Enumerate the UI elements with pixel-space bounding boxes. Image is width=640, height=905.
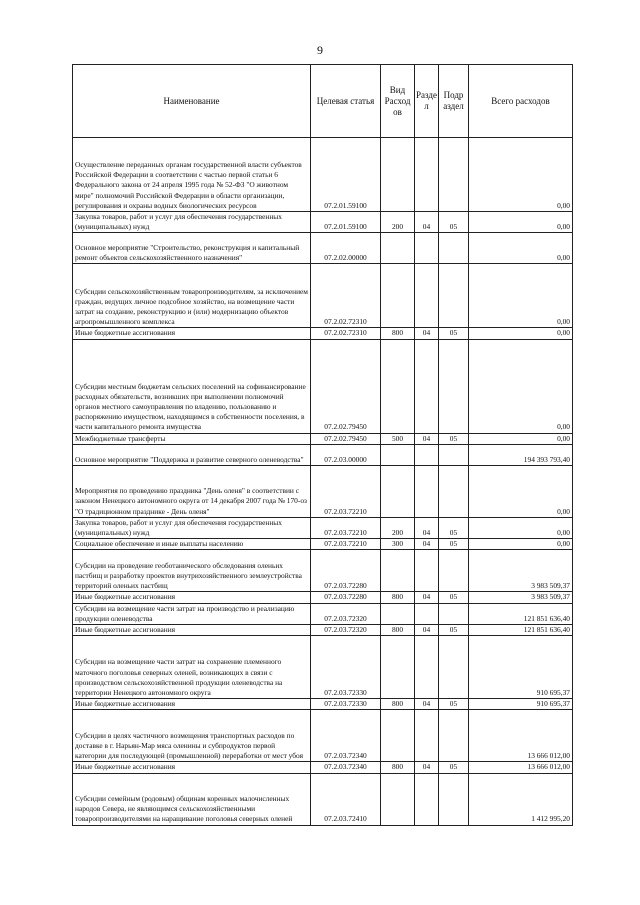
header-total-expenses: Всего расходов bbox=[469, 65, 573, 138]
header-subsection: Подр аздел bbox=[439, 65, 469, 138]
row-expense-type: 500 bbox=[381, 433, 415, 444]
row-target-article: 07.2.02.79450 bbox=[311, 339, 381, 433]
row-target-article: 07.2.02.00000 bbox=[311, 233, 381, 264]
row-name: Межбюджетные трансферты bbox=[73, 433, 311, 444]
row-subsection bbox=[439, 710, 469, 762]
header-expense-type: Вид Расход ов bbox=[381, 65, 415, 138]
row-name: Социальное обеспечение и иные выплаты населению bbox=[73, 539, 311, 550]
row-expense-type: 800 bbox=[381, 625, 415, 636]
row-name: Иные бюджетные ассигнования bbox=[73, 328, 311, 339]
row-subsection bbox=[439, 773, 469, 825]
header-name: Наименование bbox=[73, 65, 311, 138]
row-expense-type bbox=[381, 773, 415, 825]
row-total: 0,00 bbox=[469, 212, 573, 233]
row-expense-type: 800 bbox=[381, 699, 415, 710]
row-target-article: 07.2.03.72330 bbox=[311, 699, 381, 710]
table-row bbox=[73, 625, 573, 636]
row-name: Закупка товаров, работ и услуг для обеспечения государственных (муниципальных) нужд bbox=[73, 517, 311, 538]
row-expense-type: 300 bbox=[381, 539, 415, 550]
row-subsection: 05 bbox=[439, 212, 469, 233]
row-expense-type bbox=[381, 710, 415, 762]
row-subsection bbox=[439, 264, 469, 328]
row-target-article: 07.2.03.72340 bbox=[311, 762, 381, 773]
table-row bbox=[73, 264, 573, 328]
row-name: Мероприятия по проведению праздника "День оленя" в соответствии с законом Ненецкого автономного округа от 14 декабря 2007 года № 170-оз "О традиционном празднике - День оленя" bbox=[73, 465, 311, 517]
row-section bbox=[415, 550, 439, 592]
row-name: Закупка товаров, работ и услуг для обеспечения государственных (муниципальных) нужд bbox=[73, 212, 311, 233]
row-subsection: 05 bbox=[439, 328, 469, 339]
row-subsection bbox=[439, 233, 469, 264]
row-target-article: 07.2.03.72330 bbox=[311, 636, 381, 699]
row-expense-type bbox=[381, 636, 415, 699]
row-total: 3 983 509,37 bbox=[469, 592, 573, 603]
row-subsection: 05 bbox=[439, 433, 469, 444]
table-row bbox=[73, 212, 573, 233]
row-target-article: 07.2.03.72210 bbox=[311, 539, 381, 550]
row-total: 121 851 636,40 bbox=[469, 625, 573, 636]
row-total: 1 412 995,20 bbox=[469, 773, 573, 825]
row-name: Субсидии сельскохозяйственным товаропроизводителям, за исключением граждан, ведущих личное подсобное хозяйство, на возмещение части затрат на создание, реконструкцию и (или) модернизацию объектов агропромышленного комплекса bbox=[73, 264, 311, 328]
budget-table bbox=[72, 64, 573, 826]
row-total: 0,00 bbox=[469, 339, 573, 433]
row-expense-type bbox=[381, 603, 415, 624]
table-row bbox=[73, 592, 573, 603]
table-row bbox=[73, 465, 573, 517]
row-section: 04 bbox=[415, 539, 439, 550]
row-section: 04 bbox=[415, 592, 439, 603]
row-name: Субсидии семейным (родовым) общинам коренных малочисленных народов Севера, не являющимся сельскохозяйственными товаропроизводителями на наращивание поголовья северных оленей bbox=[73, 773, 311, 825]
row-total: 910 695,37 bbox=[469, 636, 573, 699]
row-total: 13 666 012,00 bbox=[469, 762, 573, 773]
row-name: Субсидии на возмещение части затрат на производство и реализацию продукции оленеводства bbox=[73, 603, 311, 624]
row-subsection bbox=[439, 636, 469, 699]
row-total: 910 695,37 bbox=[469, 699, 573, 710]
row-expense-type bbox=[381, 264, 415, 328]
row-expense-type bbox=[381, 233, 415, 264]
row-expense-type bbox=[381, 339, 415, 433]
row-target-article: 07.2.01.59100 bbox=[311, 138, 381, 212]
table-row bbox=[73, 762, 573, 773]
table-header-row bbox=[73, 65, 573, 138]
row-name: Осуществление переданных органам государственной власти субъектов Российской Федерации в соответствии с частью первой статьи 6 Федерального закона от 24 апреля 1995 года № 52-ФЗ "О животном мире" полномочий Российской Федерации в области организации, регулирования и охраны водных биологических ресурсов bbox=[73, 138, 311, 212]
row-total: 0,00 bbox=[469, 138, 573, 212]
table-row bbox=[73, 699, 573, 710]
row-name: Иные бюджетные ассигнования bbox=[73, 592, 311, 603]
page-number: 9 bbox=[317, 43, 323, 57]
table-row bbox=[73, 233, 573, 264]
row-target-article: 07.2.02.79450 bbox=[311, 433, 381, 444]
row-total: 0,00 bbox=[469, 539, 573, 550]
header-target-article: Целевая статья bbox=[311, 65, 381, 138]
row-section: 04 bbox=[415, 433, 439, 444]
row-target-article: 07.2.03.72320 bbox=[311, 603, 381, 624]
row-target-article: 07.2.02.72310 bbox=[311, 264, 381, 328]
row-total: 0,00 bbox=[469, 517, 573, 538]
row-section bbox=[415, 264, 439, 328]
row-section bbox=[415, 444, 439, 465]
row-subsection: 05 bbox=[439, 762, 469, 773]
row-section: 04 bbox=[415, 762, 439, 773]
row-subsection: 05 bbox=[439, 592, 469, 603]
row-section bbox=[415, 233, 439, 264]
row-subsection bbox=[439, 138, 469, 212]
row-subsection: 05 bbox=[439, 625, 469, 636]
row-total: 0,00 bbox=[469, 328, 573, 339]
row-target-article: 07.2.02.72310 bbox=[311, 328, 381, 339]
row-name: Основное мероприятие "Поддержка и развитие северного оленеводства" bbox=[73, 444, 311, 465]
table-row bbox=[73, 550, 573, 592]
row-name: Субсидии в целях частичного возмещения транспортных расходов по доставке в г. Нарьян-Мар мяса оленины и субпродуктов первой категории для последующей (промышленной) переработки от мест убоя bbox=[73, 710, 311, 762]
row-expense-type: 200 bbox=[381, 212, 415, 233]
row-total: 0,00 bbox=[469, 233, 573, 264]
row-subsection: 05 bbox=[439, 517, 469, 538]
row-subsection: 05 bbox=[439, 539, 469, 550]
row-target-article: 07.2.03.72210 bbox=[311, 517, 381, 538]
row-expense-type: 800 bbox=[381, 762, 415, 773]
row-expense-type bbox=[381, 550, 415, 592]
row-name: Основное мероприятие "Строительство, реконструкция и капитальный ремонт объектов сельскохозяйственного назначения" bbox=[73, 233, 311, 264]
row-total: 121 851 636,40 bbox=[469, 603, 573, 624]
row-section: 04 bbox=[415, 625, 439, 636]
row-expense-type: 800 bbox=[381, 328, 415, 339]
row-section: 04 bbox=[415, 328, 439, 339]
row-target-article: 07.2.03.72280 bbox=[311, 592, 381, 603]
row-section: 04 bbox=[415, 212, 439, 233]
row-total: 0,00 bbox=[469, 264, 573, 328]
row-subsection bbox=[439, 603, 469, 624]
row-expense-type: 800 bbox=[381, 592, 415, 603]
row-section: 04 bbox=[415, 517, 439, 538]
row-total: 3 983 509,37 bbox=[469, 550, 573, 592]
row-total: 0,00 bbox=[469, 465, 573, 517]
row-expense-type: 200 bbox=[381, 517, 415, 538]
row-target-article: 07.2.03.72410 bbox=[311, 773, 381, 825]
row-section bbox=[415, 465, 439, 517]
row-name: Иные бюджетные ассигнования bbox=[73, 625, 311, 636]
row-section bbox=[415, 138, 439, 212]
table-row bbox=[73, 539, 573, 550]
table-body bbox=[73, 138, 573, 826]
row-section bbox=[415, 636, 439, 699]
table-row bbox=[73, 636, 573, 699]
table-row bbox=[73, 339, 573, 433]
row-target-article: 07.2.01.59100 bbox=[311, 212, 381, 233]
table-row bbox=[73, 773, 573, 825]
row-target-article: 07.2.03.00000 bbox=[311, 444, 381, 465]
row-target-article: 07.2.03.72320 bbox=[311, 625, 381, 636]
row-section bbox=[415, 773, 439, 825]
row-name: Иные бюджетные ассигнования bbox=[73, 699, 311, 710]
row-subsection bbox=[439, 444, 469, 465]
row-name: Субсидии на проведение геоботанического обследования оленьих пастбищ и разработку проектов внутрихозяйственного землеустройства территорий оленьих пастбищ bbox=[73, 550, 311, 592]
table-row bbox=[73, 328, 573, 339]
row-name: Субсидии на возмещение части затрат на сохранение племенного маточного поголовья северных оленей, возникающих в связи с производством сельскохозяйственной продукции оленеводства на территории Ненецкого автономного округа bbox=[73, 636, 311, 699]
row-expense-type bbox=[381, 444, 415, 465]
table-row bbox=[73, 433, 573, 444]
row-subsection bbox=[439, 550, 469, 592]
row-total: 0,00 bbox=[469, 433, 573, 444]
row-subsection: 05 bbox=[439, 699, 469, 710]
row-section bbox=[415, 710, 439, 762]
row-subsection bbox=[439, 339, 469, 433]
row-section bbox=[415, 603, 439, 624]
table-row bbox=[73, 710, 573, 762]
table-row bbox=[73, 138, 573, 212]
row-total: 13 666 012,00 bbox=[469, 710, 573, 762]
row-expense-type bbox=[381, 465, 415, 517]
row-total: 194 393 793,40 bbox=[469, 444, 573, 465]
row-section: 04 bbox=[415, 699, 439, 710]
row-expense-type bbox=[381, 138, 415, 212]
row-name: Субсидии местным бюджетам сельских поселений на софинансирование расходных обязательств, возникших при выполнении полномочий органов местного самоуправления по владению, пользованию и распоряжению имуществом, находящимся в собственности поселения, в части капитального ремонта имущества bbox=[73, 339, 311, 433]
row-subsection bbox=[439, 465, 469, 517]
row-target-article: 07.2.03.72210 bbox=[311, 465, 381, 517]
table-row bbox=[73, 603, 573, 624]
row-section bbox=[415, 339, 439, 433]
table-row bbox=[73, 444, 573, 465]
row-target-article: 07.2.03.72280 bbox=[311, 550, 381, 592]
table-row bbox=[73, 517, 573, 538]
header-section: Разде л bbox=[415, 65, 439, 138]
row-target-article: 07.2.03.72340 bbox=[311, 710, 381, 762]
row-name: Иные бюджетные ассигнования bbox=[73, 762, 311, 773]
